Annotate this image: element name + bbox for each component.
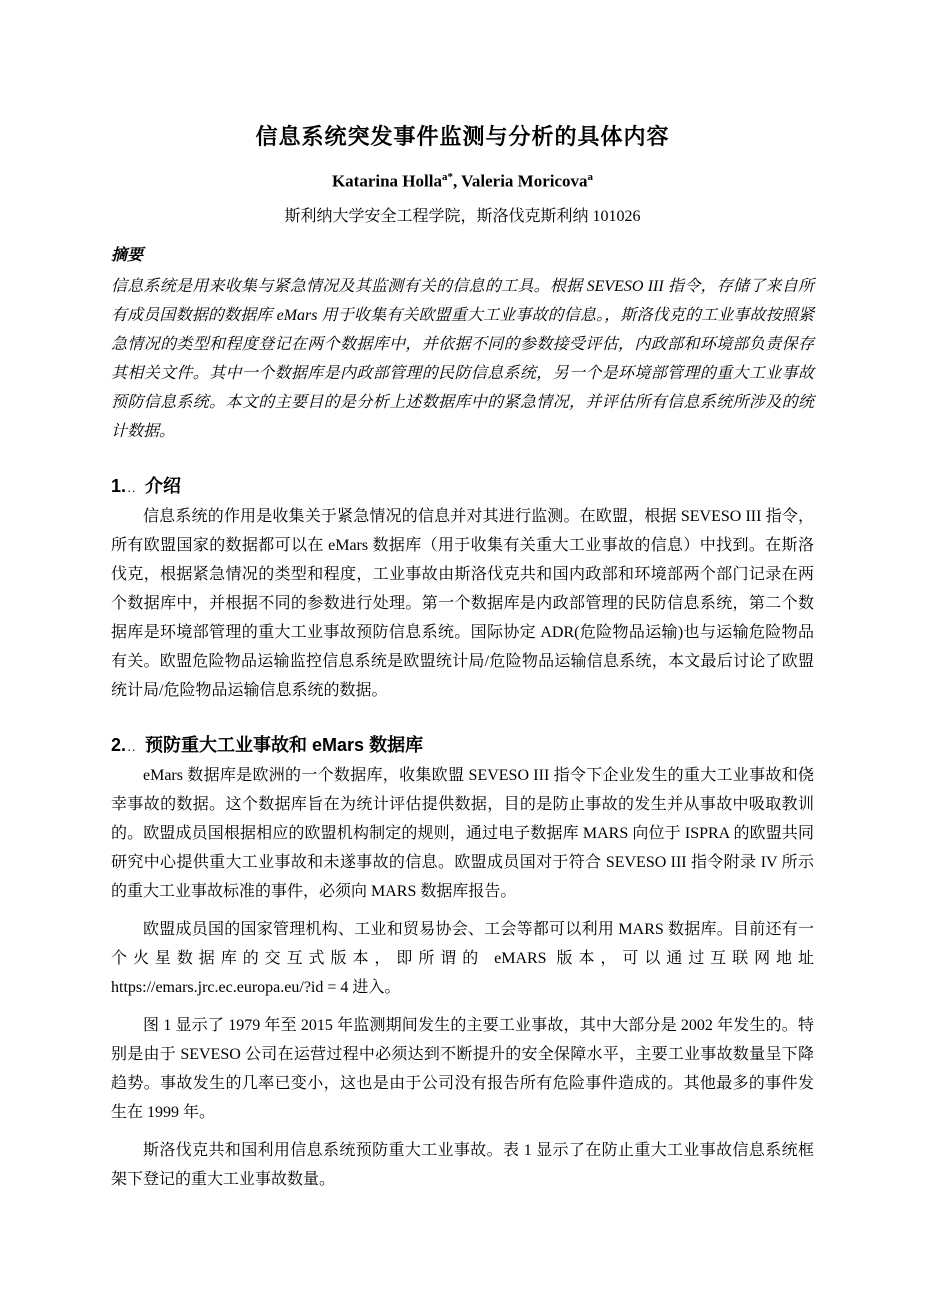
author-separator: , (452, 171, 462, 191)
section-2-paragraph-1: eMars 数据库是欧洲的一个数据库，收集欧盟 SEVESO III 指令下企业发生的重大工业事故和侥幸事故的数据。这个数据库旨在为统计评估提供数据，目的是防止事故的发生并从事故中吸取教训的。欧盟成员国根据相应的欧盟机构制定的规则，通过电子数据库 MARS 向位于 ISPRA 的欧盟共同研究中心提供重大工业事故和未遂事故的信息。欧盟成员国对于符合 SEVESO III 指令附录 IV 所示的重大工业事故标准的事件，必须向 MARS 数据库报告。 (111, 766, 814, 900)
section-1-leader-dots: .. (128, 483, 138, 494)
section-2-paragraph-2: 欧盟成员国的国家管理机构、工业和贸易协会、工会等都可以利用 MARS 数据库。目前还有一个火星数据库的交互式版本，即所谓的 eMARS 版本，可以通过互联网地址 https://emars.jrc.ec.europa.eu/?id = 4 进入。 (111, 920, 814, 996)
affiliation-line: 斯利纳大学安全工程学院，斯洛伐克斯利纳 101026 (284, 207, 641, 225)
author-1-superscript: a* (441, 171, 453, 183)
section-emars-database (111, 731, 814, 1194)
section-2-paragraph-3: 图 1 显示了 1979 年至 2015 年监测期间发生的主要工业事故，其中大部分是 2002 年发生的。特别是由于 SEVESO 公司在运营过程中必须达到不断提升的安全保障水平，主要工业事故数量呈下降趋势。事故发生的几率已变小，这也是由于公司没有报告所有危险事件造成的。其他最多的事件发生在 1999 年。 (111, 1016, 814, 1121)
section-1-number: 1. (111, 475, 127, 496)
abstract-section (111, 242, 814, 446)
abstract-heading: 摘要 (111, 246, 144, 264)
section-2-heading (111, 731, 814, 757)
section-1-heading (111, 472, 814, 498)
section-2-leader-dots: .. (128, 742, 138, 753)
abstract-text: 信息系统是用来收集与紧急情况及其监测有关的信息的工具。根据 SEVESO III 指令，存储了来自所有成员国数据的数据库 eMars 用于收集有关欧盟重大工业事故的信息。，斯洛伐克的工业事故按照紧急情况的类型和程度登记在两个数据库中，并依据不同的参数接受评估，内政部和环境部负责保存其相关文件。其中一个数据库是内政部管理的民防信息系统，另一个是环境部管理的重大工业事故预防信息系统。本文的主要目的是分析上述数据库中的紧急情况，并评估所有信息系统所涉及的统计数据。 (111, 277, 814, 440)
section-2-number: 2. (111, 734, 127, 755)
section-1-title: 介绍 (145, 475, 182, 496)
section-introduction (111, 472, 814, 705)
author-1-name: Katarina Holla (331, 171, 442, 191)
paper-title: 信息系统突发事件监测与分析的具体内容 (255, 124, 670, 149)
section-2-title: 预防重大工业事故和 eMars 数据库 (145, 734, 424, 755)
authors-line (111, 171, 814, 192)
section-1-paragraph-1: 信息系统的作用是收集关于紧急情况的信息并对其进行监测。在欧盟，根据 SEVESO III 指令，所有欧盟国家的数据都可以在 eMars 数据库（用于收集有关重大工业事故的信息）中找到。在斯洛伐克，根据紧急情况的类型和程度，工业事故由斯洛伐克共和国内政部和环境部两个部门记录在两个数据库中，并根据不同的参数进行处理。第一个数据库是内政部管理的民防信息系统，第二个数据库是环境部管理的重大工业事故预防信息系统。国际协定 ADR(危险物品运输)也与运输危险物品有关。欧盟危险物品运输监控信息系统是欧盟统计局/危险物品运输信息系统，本文最后讨论了欧盟统计局/危险物品运输信息系统的数据。 (111, 507, 814, 699)
section-2-paragraph-4: 斯洛伐克共和国利用信息系统预防重大工业事故。表 1 显示了在防止重大工业事故信息系统框架下登记的重大工业事故数量。 (111, 1141, 814, 1188)
author-2-superscript: a (587, 171, 594, 183)
author-2-name: Valeria Moricova (461, 171, 588, 191)
